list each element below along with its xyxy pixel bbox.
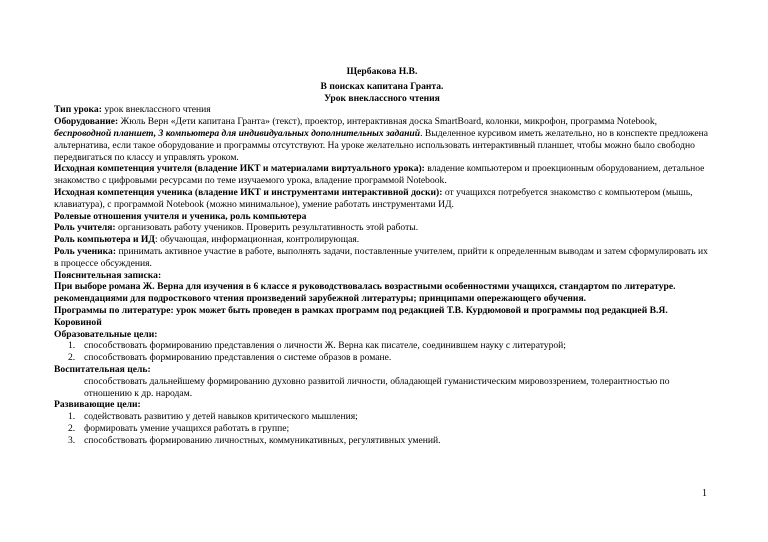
educational-goals-heading <box>54 329 710 341</box>
teacher-role-text: организовать работу учеников. Проверить результативность этой работы. <box>115 222 419 234</box>
developing-goals-heading-text: Развивающие цели: <box>54 399 141 411</box>
list-item-number: 3. <box>68 434 76 446</box>
equipment <box>54 116 710 163</box>
teacher-competence <box>54 163 710 187</box>
student-role <box>54 246 710 270</box>
equipment-text-2: . Выделенное курсивом иметь желательно, но в конспекте предложена альтернатива, если такое оборудование и программы отсутствуют. На уроке желательно использовать интерактивный планшет, чтобы можно было свободно передвигаться по классу и управлять уроком. <box>54 127 709 163</box>
list-item-number: 1. <box>68 411 76 423</box>
computer-role-text: : обучающая, информационная, контролирующая. <box>155 234 360 246</box>
teacher-competence-label: Исходная компетенция учителя (владение ИКТ и материалами виртуального урока): <box>54 163 425 175</box>
list-item-text: способствовать формированию представления о личности Ж. Верна как писателе, соединившем науку с литературой; <box>84 340 566 352</box>
upbringing-goal-heading-text: Воспитательная цель: <box>54 363 151 375</box>
student-competence-text: от учащихся потребуется знакомство с компьютером (мышь, клавиатура), с программой Notebook (можно минимальное), умение работать инструментами ИД. <box>54 186 693 210</box>
developing-goals-heading <box>54 399 710 411</box>
lesson-subtitle: Урок внеклассного чтения <box>324 92 440 104</box>
developing-goals-list <box>54 411 710 446</box>
note-heading <box>54 270 710 282</box>
teacher-role <box>54 222 710 234</box>
upbringing-goal-text: способствовать дальнейшему формированию духовно развитой личности, обладающей гуманистическим мировоззрением, толерантностью по отношению к др. народам. <box>84 375 670 399</box>
list-item <box>54 423 710 435</box>
list-item-number: 2. <box>68 352 76 364</box>
list-item <box>54 340 710 352</box>
list-item-number: 2. <box>68 422 76 434</box>
computer-role <box>54 234 710 246</box>
computer-role-label: Роль компьютера и ИД <box>54 234 155 246</box>
program-text: Программы по литературе: урок может быть проведен в рамках программ под редакцией Т.В. Курдюмовой и программы под редакцией В.Я. Коровиной <box>54 304 668 328</box>
page-number: 1 <box>702 488 707 499</box>
list-item <box>54 411 710 423</box>
lesson-title: В поисках капитана Гранта. <box>320 80 444 92</box>
list-item-number: 1. <box>68 340 76 352</box>
equipment-text-1: Жюль Верн «Дети капитана Гранта» (текст), проектор, интерактивная доска SmartBoard, колонки, микрофон, программа Notebook, <box>118 116 658 128</box>
document-body <box>54 66 710 447</box>
upbringing-goal-heading <box>54 364 710 376</box>
roles-heading-text: Ролевые отношения учителя и ученика, роль компьютера <box>54 210 307 222</box>
educational-goals-heading-text: Образовательные цели: <box>54 328 158 340</box>
note-paragraph <box>54 281 710 305</box>
list-item <box>54 352 710 364</box>
list-item-text: способствовать формированию представления о системе образов в романе. <box>84 352 392 364</box>
list-item-text: формировать умение учащихся работать в группе; <box>84 422 290 434</box>
student-role-text: принимать активное участие в работе, выполнять задачи, поставленные учителем, прийти к определенным выводам и затем сформулировать их в процессе обсуждения. <box>54 245 708 269</box>
equipment-italic: беспроводной планшет, 3 компьютера для индивидуальных дополнительных заданий <box>54 127 421 139</box>
student-role-label: Роль ученика: <box>54 245 117 257</box>
student-competence-label: Исходная компетенция ученика (владение ИКТ и инструментами интерактивной доски): <box>54 186 443 198</box>
program-paragraph <box>54 305 710 329</box>
teacher-role-label: Роль учителя: <box>54 222 116 234</box>
lesson-type <box>54 104 710 116</box>
list-item-text: содействовать развитию у детей навыков критического мышления; <box>84 411 358 423</box>
educational-goals-list <box>54 340 710 364</box>
teacher-competence-text: владение компьютером и проекционным оборудованием, детальное знакомство с цифровыми ресурсами по теме изучаемого урока, владение программой Notebook. <box>54 163 705 187</box>
roles-heading <box>54 211 710 223</box>
student-competence <box>54 187 710 211</box>
list-item-text: способствовать формированию личностных, коммуникативных, регулятивных умений. <box>84 434 441 446</box>
lesson-type-label: Тип урока: <box>54 104 102 116</box>
note-text: При выборе романа Ж. Верна для изучения в 6 классе я руководствовалась возрастными особенностями учащихся, стандартом по литературе. рекомендациями для подросткового чтения произведений зарубежной литературы; принципами опережающего обучения. <box>54 281 676 305</box>
author-line: Щербакова Н.В. <box>346 66 418 77</box>
list-item <box>54 435 710 447</box>
equipment-label: Оборудование: <box>54 116 119 128</box>
lesson-type-text: урок внеклассного чтения <box>101 104 211 116</box>
note-heading-text: Пояснительная записка: <box>54 269 162 281</box>
